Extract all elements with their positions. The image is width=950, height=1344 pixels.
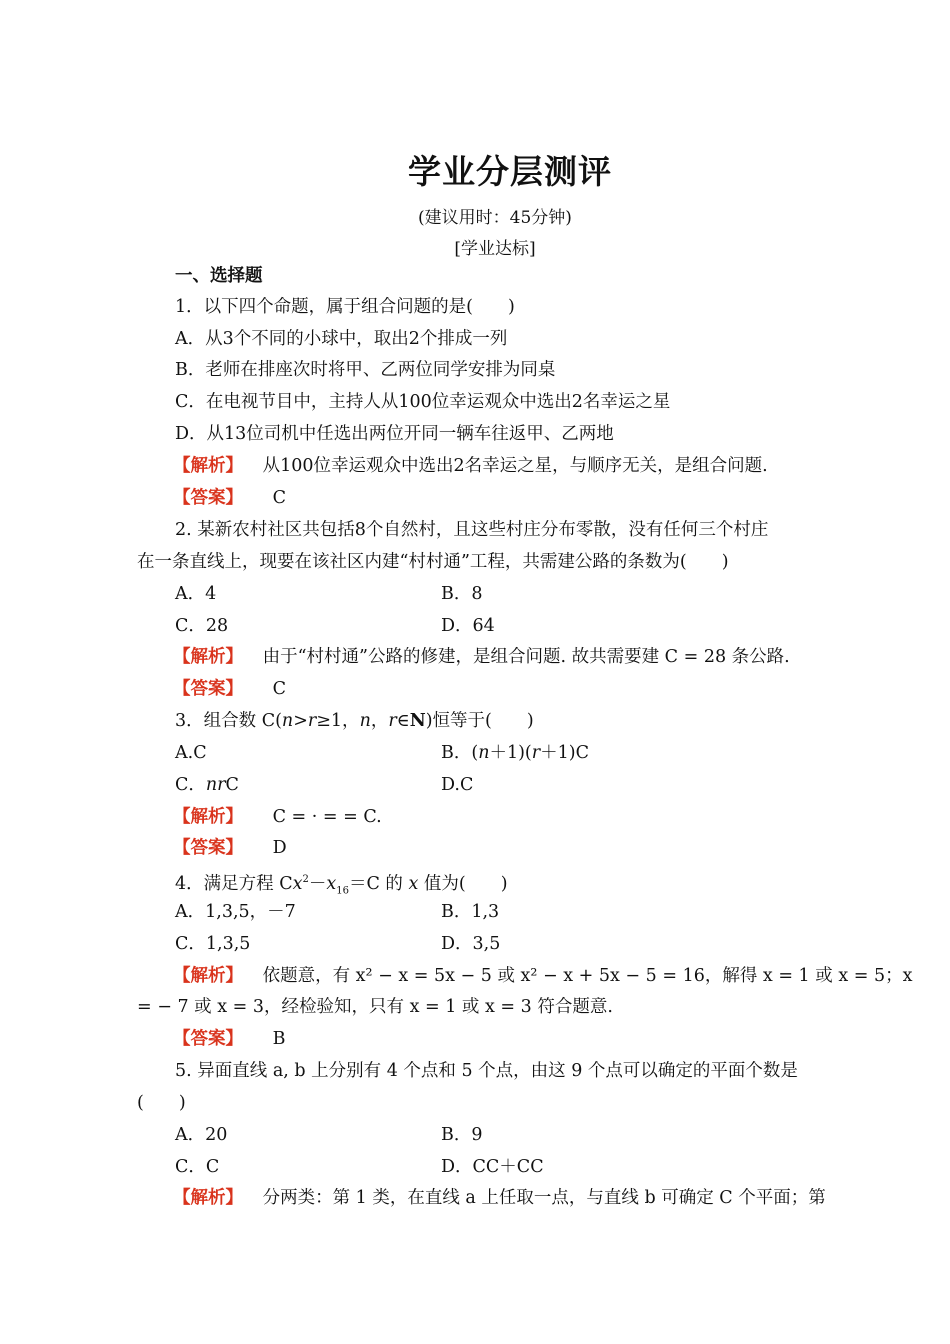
q3b-part: B．( — [441, 743, 479, 763]
q3-answer — [173, 836, 287, 860]
q5-stem-line1: 5. 异面直线 a, b 上分别有 4 个点和 5 个点，由这 9 个点可以确定的平面个数是 — [175, 1061, 798, 1081]
q4-stem-part: ＝C 的 — [348, 873, 409, 894]
q3-var-n: n — [359, 711, 371, 731]
q2-stem-line1: 2. 某新农村社区共包括8个自然村，且这些村庄分布零散，没有任何三个村庄 — [175, 520, 769, 540]
q4-stem-part: 4．满足方程 C — [175, 873, 293, 894]
q4-option-c: C．1,3,5 — [175, 934, 251, 954]
q3-option-c — [175, 773, 239, 797]
analysis-tag: 【解析】 — [173, 1188, 243, 1208]
q2-analysis — [173, 645, 790, 669]
q3-gt: > — [293, 711, 308, 731]
q2-stem-line2: 在一条直线上，现要在该社区内建“村村通”工程，共需建公路的条数为( ) — [137, 552, 729, 572]
q2-option-d: D．64 — [441, 616, 495, 636]
q4-subscript: 16 — [336, 885, 349, 897]
answer-tag: 【答案】 — [173, 679, 243, 699]
answer-tag: 【答案】 — [173, 488, 243, 508]
q3b-part: ＋1)( — [489, 743, 532, 763]
q3-option-b — [441, 741, 589, 765]
q4-answer-text: B — [272, 1029, 286, 1049]
answer-tag: 【答案】 — [173, 1029, 243, 1049]
q3-in: ∈ — [396, 711, 410, 731]
q3c-part: C — [225, 775, 239, 795]
answer-tag: 【答案】 — [173, 838, 243, 858]
q1-answer — [173, 486, 286, 510]
part-heading: 一、选择题 — [175, 266, 263, 286]
q3-option-d: D.C — [441, 775, 474, 795]
q4-analysis-text: 依题意，有 x² − x = 5x − 5 或 x² − x + 5x − 5 = 16，解得 x = 1 或 x = 5；x — [262, 966, 913, 986]
analysis-tag: 【解析】 — [173, 807, 243, 827]
q3-stem — [175, 709, 534, 733]
q3-option-a: A.C — [175, 743, 207, 763]
q3-analysis-text: C = · = = C. — [272, 807, 382, 827]
q5-stem-line2: ( ) — [137, 1093, 186, 1113]
q3-stem-part: ≥1， — [316, 711, 360, 731]
analysis-tag: 【解析】 — [173, 647, 243, 667]
q3-stem-part: 3．组合数 C( — [175, 711, 282, 731]
q4-exponent: 2 — [302, 874, 309, 885]
q5-analysis — [173, 1186, 826, 1210]
q1-option-c: C．在电视节目中，主持人从100位幸运观众中选出2名幸运之星 — [175, 392, 671, 412]
q2-answer-text: C — [272, 679, 286, 699]
q3-var-r: r — [307, 711, 317, 731]
q4-answer — [173, 1027, 285, 1051]
q1-answer-text: C — [272, 488, 286, 508]
q3b-var-n: n — [478, 743, 490, 763]
page-title: 学业分层测评 — [408, 152, 612, 191]
q1-analysis-text: 从100位幸运观众中选出2名幸运之星，与顺序无关，是组合问题. — [262, 456, 768, 476]
q4-analysis-line2: = − 7 或 x = 3，经检验知，只有 x = 1 或 x = 3 符合题意. — [137, 997, 613, 1017]
q2-option-c: C．28 — [175, 616, 229, 636]
q5-option-d: D．CC＋CC — [441, 1157, 544, 1177]
q5-option-c: C．C — [175, 1157, 220, 1177]
q3b-part: ＋1)C — [540, 743, 589, 763]
q3-stem-part: )恒等于( ) — [425, 711, 534, 731]
q2-option-a: A．4 — [175, 584, 217, 604]
q3-analysis — [173, 805, 382, 829]
q2-answer — [173, 677, 286, 701]
q1-analysis — [173, 454, 768, 478]
q4-var-x: x — [292, 873, 303, 894]
q1-option-b: B．老师在排座次时将甲、乙两位同学安排为同桌 — [175, 360, 556, 380]
q4-option-d: D．3,5 — [441, 934, 501, 954]
q4-stem — [175, 868, 508, 903]
q4-option-a: A．1,3,5，－7 — [175, 902, 296, 922]
q4-option-b: B．1,3 — [441, 902, 500, 922]
q3c-var-nr: nr — [205, 775, 226, 795]
analysis-tag: 【解析】 — [173, 456, 243, 476]
q3-natural-set: N — [409, 711, 426, 731]
q3-answer-text: D — [272, 838, 287, 858]
q5-option-a: A．20 — [175, 1125, 228, 1145]
q4-minus: － — [308, 873, 327, 894]
q5-option-b: B．9 — [441, 1125, 483, 1145]
q3-comma: ， — [370, 711, 389, 731]
analysis-tag: 【解析】 — [173, 966, 243, 986]
time-hint: (建议用时：45分钟) — [418, 208, 572, 228]
q3b-var-r: r — [531, 743, 541, 763]
q4-stem-part: 值为( ) — [418, 873, 508, 894]
q1-option-a: A．从3个不同的小球中，取出2个排成一列 — [175, 329, 508, 349]
q4-var-x: x — [408, 873, 419, 894]
q1-option-d: D．从13位司机中任选出两位开同一辆车往返甲、乙两地 — [175, 424, 614, 444]
q2-option-b: B．8 — [441, 584, 483, 604]
section-label: [学业达标] — [454, 239, 536, 259]
q3c-part: C． — [175, 775, 206, 795]
q4-var-x: x — [326, 873, 337, 894]
q2-analysis-text: 由于“村村通”公路的修建，是组合问题. 故共需要建 C = 28 条公路. — [262, 647, 790, 667]
q1-stem: 1．以下四个命题，属于组合问题的是( ) — [175, 297, 515, 317]
q3-var-r: r — [388, 711, 397, 731]
q4-analysis — [173, 964, 912, 988]
q5-analysis-text: 分两类：第 1 类，在直线 a 上任取一点，与直线 b 可确定 C 个平面；第 — [262, 1188, 826, 1208]
q3-var-n: n — [281, 711, 294, 731]
